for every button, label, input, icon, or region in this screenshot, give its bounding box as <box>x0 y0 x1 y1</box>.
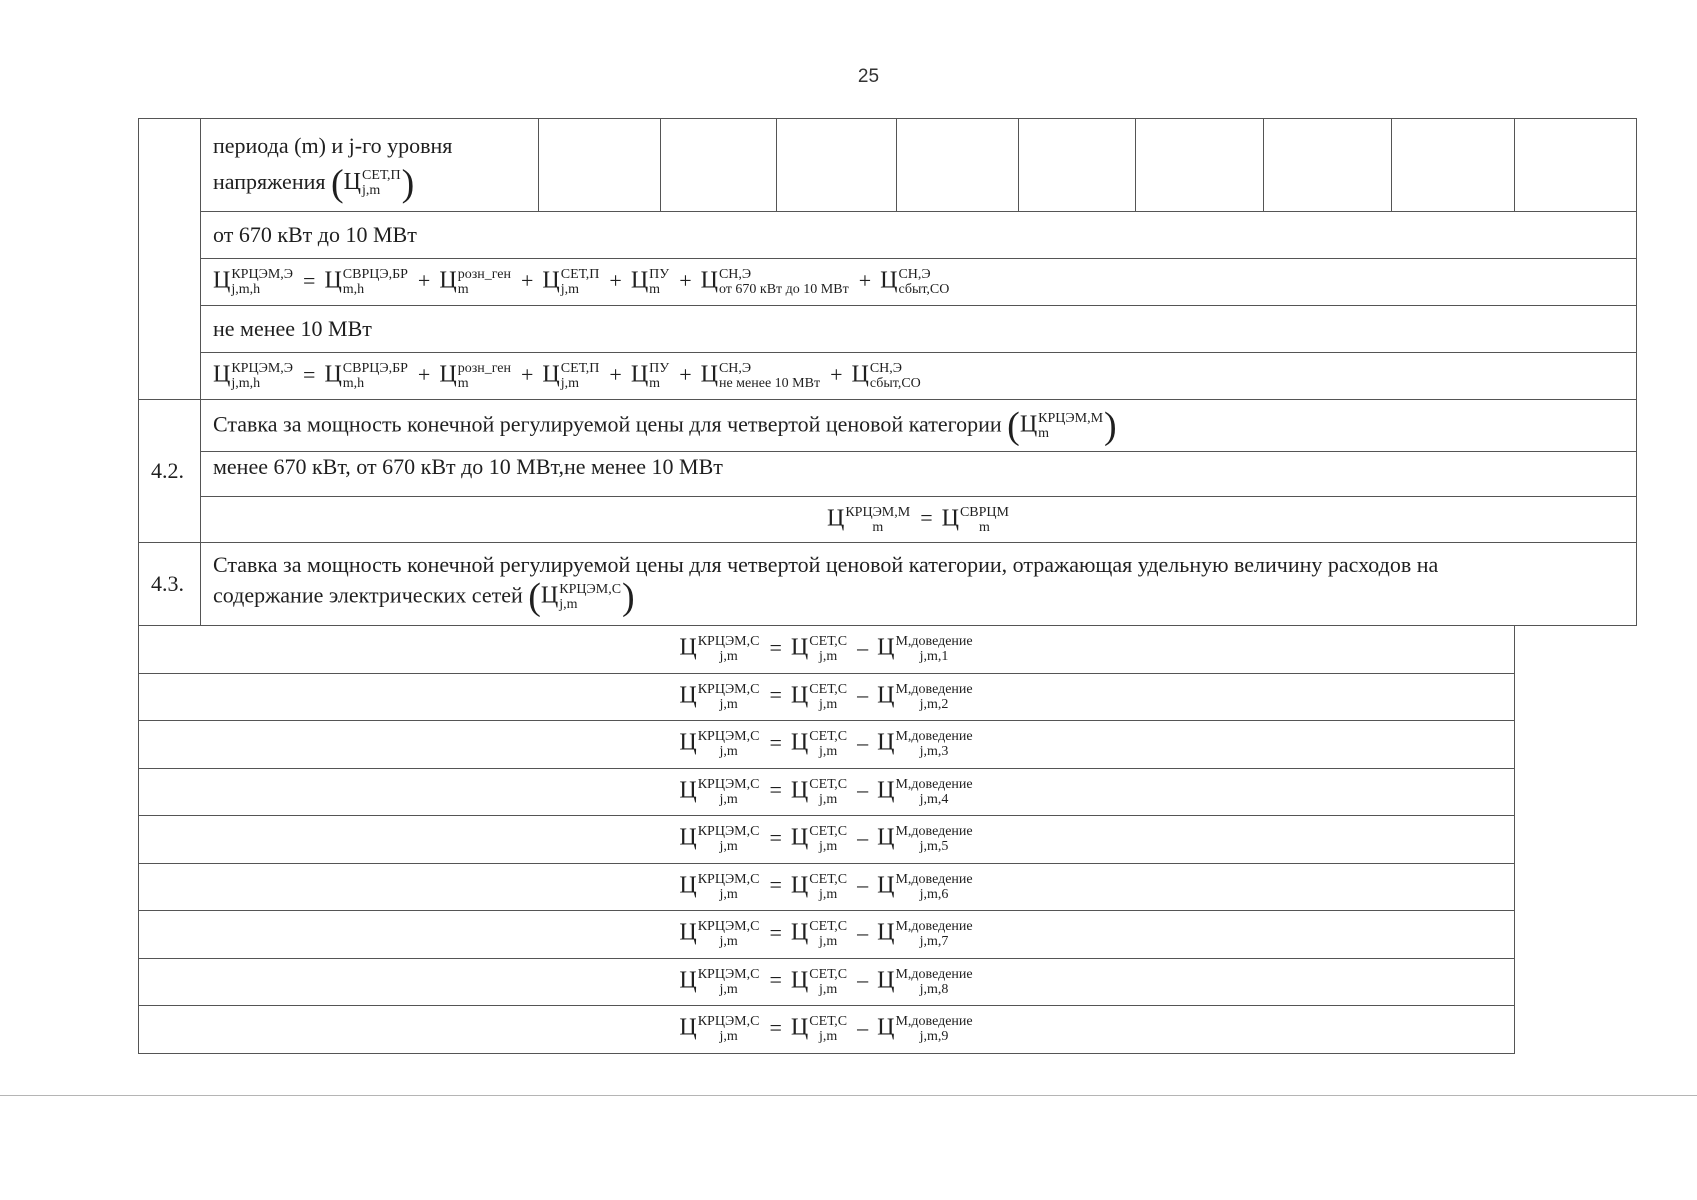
formula-krcem-c: Ц КРЦЭМ,С j,m = Ц СЕТ,С j,m – Ц М,доведение j,m,5 <box>679 824 973 855</box>
formula-row <box>139 816 1515 864</box>
table-row <box>139 626 1637 674</box>
table-row <box>139 212 1637 259</box>
formula-row <box>139 1006 1515 1054</box>
subcategory-label: не менее 10 МВт <box>201 306 1637 353</box>
formula-row <box>201 497 1637 543</box>
section-4-3-title <box>201 543 1637 626</box>
formula-row <box>139 958 1515 1006</box>
table-row <box>139 911 1637 959</box>
table-row <box>139 119 1637 212</box>
section-4-3-title-line2: содержание электрических сетей (Ц КРЦЭМ,С j,m ) <box>213 576 635 618</box>
formula-row <box>139 626 1515 674</box>
table-row <box>139 768 1637 816</box>
table-row <box>139 259 1637 306</box>
section-4-3-title-line1: Ставка за мощность конечной регулируемой цены для четвертой ценовой категории, отражающая удельную величину расходов на <box>213 552 1439 577</box>
price-label-line1: периода (m) и j-го уровня <box>213 132 453 158</box>
formula-krcem-c: Ц КРЦЭМ,С j,m = Ц СЕТ,С j,m – Ц М,доведение j,m,4 <box>679 776 973 807</box>
formula-krcem-c-label: (Ц КРЦЭМ,С j,m ) <box>528 576 635 618</box>
grid-cell <box>1264 119 1392 212</box>
formula-row <box>201 353 1637 400</box>
formula-row <box>139 721 1515 769</box>
table-row <box>139 863 1637 911</box>
subcategory-label: от 670 кВт до 10 МВт <box>201 212 1637 259</box>
formula-krcem-c: Ц КРЦЭМ,С j,m = Ц СЕТ,С j,m – Ц М,доведение j,m,8 <box>679 966 973 997</box>
section-4-2-subcategory: менее 670 кВт, от 670 кВт до 10 МВт,не менее 10 МВт <box>201 452 1637 497</box>
grid-cell <box>777 119 897 212</box>
formula-krcem-c: Ц КРЦЭМ,С j,m = Ц СЕТ,С j,m – Ц М,доведение j,m,6 <box>679 871 973 902</box>
price-label-line2: напряжения (Ц СЕТ,П j,m ) <box>213 162 415 205</box>
section-number-cell-empty <box>139 119 201 400</box>
grid-cell <box>897 119 1019 212</box>
table-row <box>139 958 1637 1006</box>
section-number-4-2: 4.2. <box>139 400 201 543</box>
formula-krcem-c: Ц КРЦЭМ,С j,m = Ц СЕТ,С j,m – Ц М,доведение j,m,7 <box>679 919 973 950</box>
table-row <box>139 306 1637 353</box>
formula-row <box>139 911 1515 959</box>
section-number-4-3: 4.3. <box>139 543 201 626</box>
table-row <box>139 673 1637 721</box>
formula-krcem-m-label: (Ц КРЦЭМ,М m ) <box>1007 404 1117 447</box>
section-4-2-title: Ставка за мощность конечной регулируемой цены для четвертой ценовой категории (Ц КРЦЭМ,М m ) <box>201 400 1637 452</box>
tariff-table <box>138 118 1637 1054</box>
section-4-3-formulas <box>139 626 1637 1054</box>
table-row <box>139 1006 1637 1054</box>
formula-krcem-c: Ц КРЦЭМ,С j,m = Ц СЕТ,С j,m – Ц М,доведение j,m,9 <box>679 1014 973 1045</box>
formula-krcem-m: Ц КРЦЭМ,М m = Ц СВРЦМ m <box>826 504 1009 535</box>
formula-row <box>201 259 1637 306</box>
formula-row <box>139 768 1515 816</box>
table-row <box>139 816 1637 864</box>
formula-krcem-c: Ц КРЦЭМ,С j,m = Ц СЕТ,С j,m – Ц М,доведение j,m,1 <box>679 634 973 665</box>
formula-krcem-c: Ц КРЦЭМ,С j,m = Ц СЕТ,С j,m – Ц М,доведение j,m,2 <box>679 681 973 712</box>
price-label-cell <box>201 119 539 212</box>
grid-cell <box>1136 119 1264 212</box>
page-number: 25 <box>857 66 880 87</box>
formula-krcem-e-10mw: Ц КРЦЭМ,Э j,m,h = Ц СВРЦЭ,БР m,h + Ц розн_ген m + Ц СЕТ,П j,m + Ц ПУ m + Ц СН,Э не менее 10 МВт + Ц СН,Э сбыт,СО <box>213 361 921 391</box>
grid-cell <box>1019 119 1136 212</box>
formula-row <box>139 673 1515 721</box>
grid-cell <box>1392 119 1515 212</box>
table-row <box>139 400 1637 452</box>
grid-cell <box>1515 119 1637 212</box>
formula-set-p: (Ц СЕТ,П j,m ) <box>330 162 415 205</box>
grid-cell <box>539 119 661 212</box>
formula-krcem-e-670: Ц КРЦЭМ,Э j,m,h = Ц СВРЦЭ,БР m,h + Ц розн_ген m + Ц СЕТ,П j,m + Ц ПУ m + Ц СН,Э от 670 кВт до 10 МВт + Ц СН,Э сбыт,СО <box>213 267 950 297</box>
table-row <box>139 543 1637 626</box>
table-row <box>139 721 1637 769</box>
formula-krcem-c: Ц КРЦЭМ,С j,m = Ц СЕТ,С j,m – Ц М,доведение j,m,3 <box>679 729 973 760</box>
page-bottom-rule <box>0 1095 1697 1096</box>
table-row <box>139 452 1637 497</box>
table-row <box>139 497 1637 543</box>
grid-cell <box>661 119 777 212</box>
formula-row <box>139 863 1515 911</box>
table-row <box>139 353 1637 400</box>
